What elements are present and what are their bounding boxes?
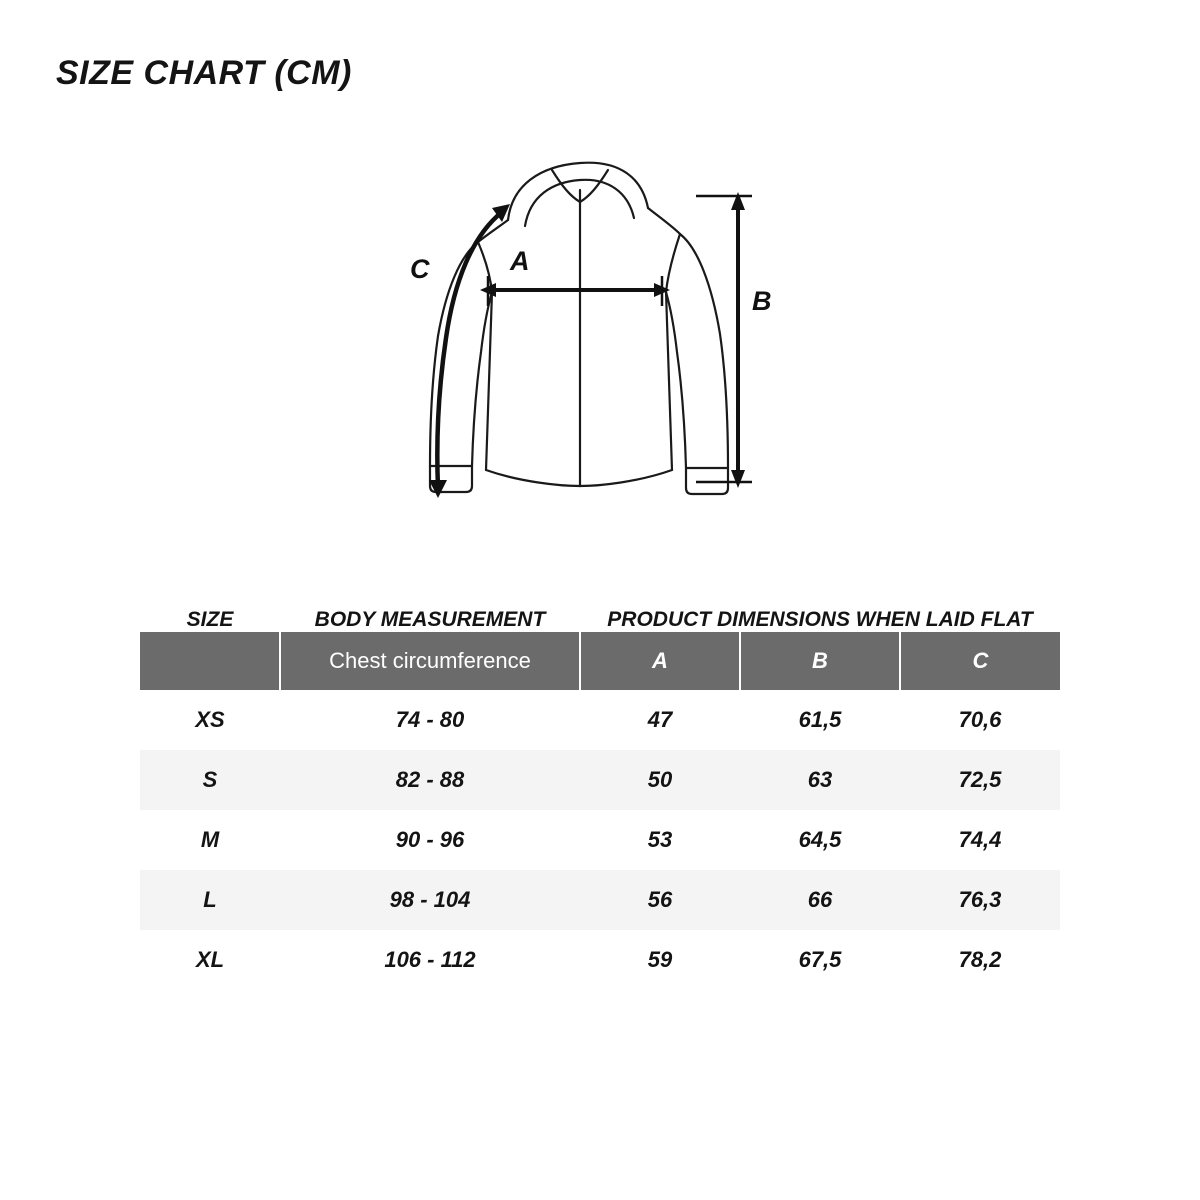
cell-size: S — [140, 750, 280, 810]
header-c: C — [900, 632, 1060, 690]
cell-b: 63 — [740, 750, 900, 810]
header-size — [140, 632, 280, 690]
page-title: SIZE CHART (CM) — [56, 54, 352, 92]
header-chest-circumference: Chest circumference — [280, 632, 580, 690]
label-c: C — [410, 254, 430, 284]
label-a: A — [510, 246, 530, 276]
cell-c: 70,6 — [958, 707, 1002, 732]
cell-c: 76,3 — [900, 870, 1060, 930]
garment-diagram — [380, 130, 820, 560]
header-a: A — [580, 632, 740, 690]
cell-b: 61,5 — [798, 707, 842, 732]
cell-a: 50 — [580, 750, 740, 810]
superheader-size: SIZE — [140, 608, 280, 632]
cell-a: 56 — [580, 870, 740, 930]
cell-b: 66 — [740, 870, 900, 930]
cell-size: M — [200, 827, 220, 852]
size-chart-table — [140, 608, 1060, 990]
table-header-row — [140, 632, 1060, 690]
cell-chest: 106 - 112 — [384, 947, 476, 972]
cell-chest: 98 - 104 — [280, 870, 580, 930]
table-row — [140, 810, 1060, 870]
cell-size: XL — [195, 947, 225, 972]
cell-c: 72,5 — [900, 750, 1060, 810]
superheader-product-dimensions: PRODUCT DIMENSIONS WHEN LAID FLAT — [580, 608, 1060, 632]
table-row — [140, 690, 1060, 750]
table-row — [140, 930, 1060, 990]
cell-b: 64,5 — [798, 827, 842, 852]
cell-size: L — [140, 870, 280, 930]
table-superheader-row — [140, 608, 1060, 632]
cell-chest: 90 - 96 — [395, 827, 465, 852]
table-row — [140, 750, 1060, 810]
label-b: B — [752, 286, 772, 316]
superheader-body-measurement: BODY MEASUREMENT — [280, 608, 580, 632]
cell-c: 78,2 — [958, 947, 1002, 972]
cell-b: 67,5 — [798, 947, 842, 972]
cell-a: 47 — [647, 707, 673, 732]
table-row — [140, 870, 1060, 930]
cell-chest: 82 - 88 — [280, 750, 580, 810]
size-table-container — [140, 608, 1060, 990]
cell-chest: 74 - 80 — [395, 707, 465, 732]
header-b: B — [740, 632, 900, 690]
cell-a: 59 — [647, 947, 673, 972]
cell-size: XS — [195, 707, 225, 732]
cell-c: 74,4 — [958, 827, 1002, 852]
cell-a: 53 — [647, 827, 673, 852]
